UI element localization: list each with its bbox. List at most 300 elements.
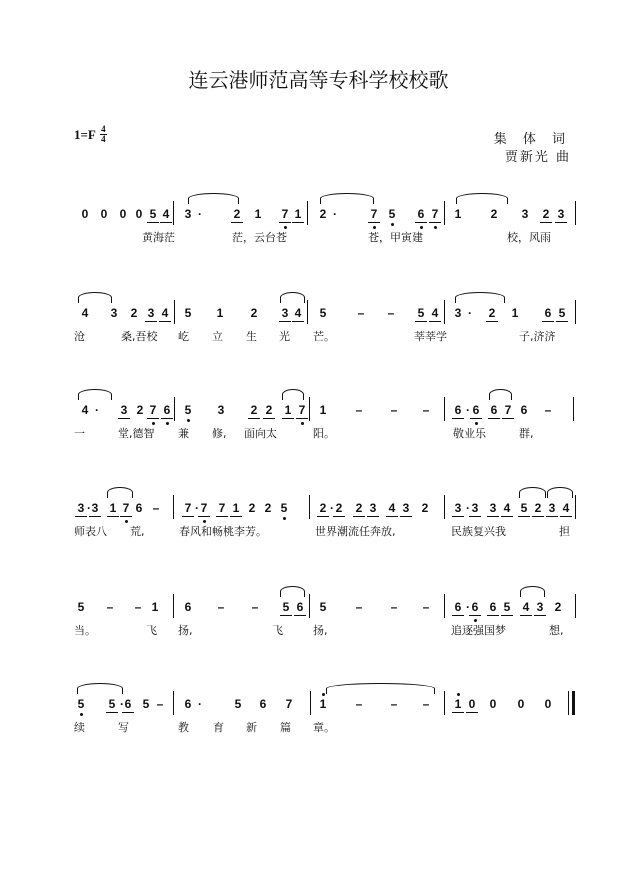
bar-line: [173, 495, 174, 519]
lyric-text: 写: [118, 721, 129, 734]
note: 2: [490, 207, 498, 221]
slur: [280, 586, 305, 597]
underline-beam: [145, 321, 157, 322]
underline-beam: [452, 516, 464, 517]
low-octave-dot: [166, 422, 169, 425]
high-octave-dot: [322, 693, 325, 696]
bar-line: [310, 691, 311, 715]
note: 0: [135, 207, 143, 221]
note: 3: [110, 306, 118, 320]
lyric-text: 黄海茫: [142, 231, 175, 244]
lyric-text: 芒。: [313, 330, 335, 343]
low-octave-dot: [391, 223, 394, 226]
bar-line: [444, 300, 445, 324]
lyric-text: 春风和畅桃李芳。: [179, 525, 267, 538]
note: 3: [278, 306, 292, 320]
note: 2: [554, 600, 562, 614]
note: 7: [428, 207, 442, 221]
note: 5: [277, 501, 291, 515]
underline-beam: [292, 222, 304, 223]
note: 4: [81, 306, 89, 320]
note: 7: [146, 403, 160, 417]
note: 1: [281, 403, 295, 417]
note: 3: [366, 501, 380, 515]
augmentation-dot: ·: [330, 501, 334, 515]
note: 2: [332, 501, 346, 515]
note: 5: [181, 403, 195, 417]
lyric-text: 莘莘学: [414, 330, 447, 343]
bar-line: [173, 594, 174, 618]
lyric-text: 扬,: [313, 624, 328, 637]
slur: [489, 389, 512, 400]
note: 6: [468, 600, 482, 614]
underline-beam: [501, 516, 513, 517]
note: 6: [259, 697, 267, 711]
note: 2: [136, 403, 144, 417]
note: 3: [545, 501, 559, 515]
lyric-text: 飞: [146, 624, 157, 637]
note: 0: [544, 697, 552, 711]
low-octave-dot: [434, 226, 437, 229]
lyric-text: 堂,德智: [118, 427, 155, 440]
augmentation-dot: ·: [95, 403, 99, 417]
slur: [547, 487, 573, 498]
slur: [107, 487, 133, 498]
note: 6: [541, 306, 555, 320]
final-bar-thin: [568, 691, 569, 715]
low-octave-dot: [474, 619, 477, 622]
note: 4: [428, 306, 442, 320]
note: 5: [517, 501, 531, 515]
underline-beam: [147, 418, 159, 419]
note: 1: [316, 697, 330, 711]
bar-line: [575, 495, 576, 519]
note: 3: [74, 501, 88, 515]
dash: –: [357, 306, 365, 320]
lyrics-line: [0, 330, 637, 348]
note: 5: [385, 207, 399, 221]
note: 4: [559, 501, 573, 515]
note: 2: [539, 207, 553, 221]
lyric-text: 担: [559, 525, 570, 538]
underline-beam: [532, 516, 544, 517]
note: 4: [159, 207, 173, 221]
note: 2: [247, 403, 261, 417]
note: 2: [531, 501, 545, 515]
bar-line: [309, 397, 310, 421]
lyric-text: 追逐强国梦: [451, 624, 506, 637]
underline-beam: [487, 516, 499, 517]
bar-line: [174, 397, 175, 421]
underline-beam: [106, 712, 118, 713]
underline-beam: [542, 321, 554, 322]
dash: –: [134, 600, 142, 614]
note: 6: [184, 697, 192, 711]
lyric-text: 面向太: [244, 427, 277, 440]
final-bar-thick: [572, 691, 575, 715]
lyric-text: 修,: [212, 427, 227, 440]
underline-beam: [230, 516, 242, 517]
note: 5: [234, 697, 242, 711]
note: 6: [520, 403, 528, 417]
dash: –: [355, 697, 363, 711]
note: 1: [229, 501, 243, 515]
underline-beam: [415, 321, 427, 322]
lyric-text: 育: [213, 721, 224, 734]
slur: [280, 292, 305, 303]
composer-credit: 贾新光 曲: [504, 150, 571, 165]
note: 5: [77, 600, 85, 614]
note: 2: [264, 501, 272, 515]
lyric-text: 桑,吾校: [121, 330, 158, 343]
lyric-text: 茫，云台苍: [232, 231, 287, 244]
note: 5: [74, 697, 88, 711]
underline-beam: [159, 321, 171, 322]
note: 6: [121, 697, 135, 711]
note: 4: [500, 501, 514, 515]
augmentation-dot: ·: [466, 501, 470, 515]
note: 5: [279, 600, 293, 614]
underline-beam: [487, 615, 499, 616]
underline-beam: [280, 615, 292, 616]
note: 5: [414, 306, 428, 320]
underline-beam: [120, 516, 132, 517]
underline-beam: [452, 615, 464, 616]
bar-line: [444, 594, 445, 618]
note: 3: [468, 501, 482, 515]
augmentation-dot: ·: [333, 207, 337, 221]
note: 6: [487, 403, 501, 417]
note: 3: [88, 501, 102, 515]
dash: –: [355, 600, 363, 614]
underline-beam: [429, 222, 441, 223]
bar-line: [444, 397, 445, 421]
low-octave-dot: [373, 226, 376, 229]
note: 5: [319, 600, 327, 614]
underline-beam: [452, 418, 464, 419]
note: 2: [248, 501, 256, 515]
note: 7: [278, 207, 292, 221]
note: 0: [119, 207, 127, 221]
augmentation-dot: ·: [87, 501, 91, 515]
note: 2: [485, 306, 499, 320]
underline-beam: [317, 516, 329, 517]
slur: [188, 193, 239, 204]
note: 3: [486, 501, 500, 515]
underline-beam: [534, 615, 546, 616]
slur: [455, 292, 505, 303]
underline-beam: [518, 516, 530, 517]
lyric-text: 一: [74, 427, 85, 440]
underline-beam: [501, 615, 513, 616]
note: 5: [500, 600, 514, 614]
note: 7: [295, 403, 309, 417]
note: 3: [451, 501, 465, 515]
slur: [519, 487, 546, 498]
bar-line: [575, 201, 576, 225]
time-signature-denominator: 4: [101, 134, 106, 144]
lyrics-line: [0, 427, 637, 445]
note: 6: [451, 403, 465, 417]
note: 7: [285, 697, 293, 711]
augmentation-dot: ·: [198, 697, 202, 711]
underline-beam: [122, 712, 134, 713]
score-system: [0, 600, 637, 650]
underline-beam: [400, 516, 412, 517]
lyric-text: 教: [178, 721, 189, 734]
underline-beam: [89, 516, 101, 517]
lyric-text: 想,: [549, 624, 564, 637]
dash: –: [106, 600, 114, 614]
note: 1: [319, 403, 327, 417]
underline-beam: [160, 222, 172, 223]
underline-beam: [353, 516, 365, 517]
note: 3: [399, 501, 413, 515]
underline-beam: [502, 418, 514, 419]
note: 1: [151, 600, 159, 614]
note: 0: [100, 207, 108, 221]
note: 7: [215, 501, 229, 515]
dash: –: [355, 403, 363, 417]
slur: [326, 683, 435, 694]
lyric-text: 阳。: [313, 427, 335, 440]
note: 1: [216, 306, 224, 320]
underline-beam: [429, 321, 441, 322]
lyric-text: 扬,: [178, 624, 193, 637]
dash: –: [217, 600, 225, 614]
note: 4: [81, 403, 89, 417]
note: 4: [158, 306, 172, 320]
score-system: [0, 207, 637, 257]
low-octave-dot: [152, 422, 155, 425]
note: 5: [146, 207, 160, 221]
note: 1: [511, 306, 519, 320]
underline-beam: [216, 516, 228, 517]
lyric-text: 篇: [280, 721, 291, 734]
lyric-text: 章。: [313, 721, 335, 734]
slur: [520, 586, 545, 597]
underline-beam: [282, 418, 294, 419]
lyric-text: 世界潮流任奔放,: [315, 525, 396, 538]
dash: –: [390, 600, 398, 614]
lyric-text: 沧: [74, 330, 85, 343]
underline-beam: [292, 321, 304, 322]
augmentation-dot: ·: [466, 403, 470, 417]
slur: [320, 193, 374, 204]
lyrics-line: [0, 624, 637, 642]
key-signature: [74, 125, 107, 144]
lyrics-line: [0, 721, 637, 739]
lyric-text: 民族复兴我: [451, 525, 506, 538]
dash: –: [422, 403, 430, 417]
score-system: [0, 403, 637, 453]
underline-beam: [161, 418, 173, 419]
note: 6: [293, 600, 307, 614]
lyric-text: 新: [246, 721, 257, 734]
note: 2: [352, 501, 366, 515]
underline-beam: [294, 615, 306, 616]
underline-beam: [488, 418, 500, 419]
dash: –: [387, 306, 395, 320]
note: 0: [517, 697, 525, 711]
lyric-text: 子,济济: [519, 330, 556, 343]
note: 4: [291, 306, 305, 320]
note: 6: [451, 600, 465, 614]
augmentation-dot: ·: [195, 501, 199, 515]
dash: –: [422, 600, 430, 614]
dash: –: [251, 600, 259, 614]
lyric-text: 续: [74, 721, 85, 734]
note: 6: [469, 403, 483, 417]
underline-beam: [520, 615, 532, 616]
note: 1: [254, 207, 262, 221]
underline-beam: [466, 712, 478, 713]
underline-beam: [182, 516, 194, 517]
underline-beam: [75, 516, 87, 517]
note: 2: [262, 403, 276, 417]
lyric-text: 兼: [178, 427, 189, 440]
low-octave-dot: [203, 520, 206, 523]
lyric-text: 群,: [519, 427, 534, 440]
bar-line: [307, 201, 308, 225]
note: 2: [319, 207, 327, 221]
note: 7: [197, 501, 211, 515]
slur: [282, 389, 304, 400]
note: 6: [160, 403, 174, 417]
augmentation-dot: ·: [120, 697, 124, 711]
dash: –: [156, 697, 164, 711]
note: 0: [81, 207, 89, 221]
low-octave-dot: [283, 517, 286, 520]
lyric-text: 飞: [272, 624, 283, 637]
low-octave-dot: [301, 422, 304, 425]
note: 3: [521, 207, 529, 221]
note: 6: [486, 600, 500, 614]
dash: –: [390, 403, 398, 417]
note: 5: [555, 306, 569, 320]
note: 3: [184, 207, 192, 221]
low-octave-dot: [475, 422, 478, 425]
note: 4: [385, 501, 399, 515]
underline-beam: [386, 516, 398, 517]
note: 2: [130, 306, 138, 320]
note: 1: [291, 207, 305, 221]
lyrics-line: [0, 231, 637, 249]
note: 0: [465, 697, 479, 711]
bar-line: [444, 495, 445, 519]
low-octave-dot: [284, 226, 287, 229]
slur: [78, 389, 112, 400]
note: 3: [454, 306, 462, 320]
time-signature: [100, 125, 107, 144]
underline-beam: [560, 516, 572, 517]
augmentation-dot: ·: [466, 600, 470, 614]
underline-beam: [546, 516, 558, 517]
score-system: [0, 306, 637, 356]
low-octave-dot: [80, 713, 83, 716]
note: 1: [451, 697, 465, 711]
note: 7: [501, 403, 515, 417]
slur: [456, 193, 508, 204]
lyric-text: 屹: [178, 330, 189, 343]
lyric-text: 光: [279, 330, 290, 343]
underline-beam: [279, 222, 291, 223]
bar-line: [173, 691, 174, 715]
note: 5: [184, 306, 192, 320]
note: 3: [533, 600, 547, 614]
note: 1: [454, 207, 462, 221]
lyric-text: 敬业乐: [453, 427, 486, 440]
lyric-text: 苍，甲寅建: [368, 231, 423, 244]
lyrics-line: [0, 525, 637, 543]
note: 2: [421, 501, 429, 515]
underline-beam: [118, 418, 130, 419]
slur: [77, 683, 123, 694]
song-title: 连云港师范高等专科学校校歌: [188, 68, 449, 92]
low-octave-dot: [187, 419, 190, 422]
augmentation-dot: ·: [468, 306, 472, 320]
lyric-text: 当。: [74, 624, 96, 637]
note: 5: [319, 306, 327, 320]
bar-line: [174, 300, 175, 324]
note: 0: [489, 697, 497, 711]
underline-beam: [367, 516, 379, 517]
note: 2: [250, 306, 258, 320]
bar-line: [309, 594, 310, 618]
high-octave-dot: [457, 693, 460, 696]
underline-beam: [263, 418, 275, 419]
key-label: 1=F: [74, 126, 96, 142]
lyricist-credit: 集 体 词: [493, 132, 571, 147]
underline-beam: [296, 418, 308, 419]
bar-line: [173, 201, 174, 225]
dash: –: [544, 403, 552, 417]
bar-line: [573, 397, 574, 421]
note: 7: [181, 501, 195, 515]
underline-beam: [469, 615, 481, 616]
lyric-text: 立: [212, 330, 223, 343]
underline-beam: [415, 222, 427, 223]
bar-line: [575, 300, 576, 324]
lyric-text: 荒,: [130, 525, 145, 538]
score-system: [0, 697, 637, 747]
bar-line: [444, 201, 445, 225]
note: 7: [367, 207, 381, 221]
note: 4: [519, 600, 533, 614]
lyric-text: 师表八: [74, 525, 107, 538]
note: 7: [119, 501, 133, 515]
note: 3: [217, 403, 225, 417]
dash: –: [422, 697, 430, 711]
underline-beam: [279, 321, 291, 322]
underline-beam: [555, 222, 567, 223]
slur: [78, 292, 112, 303]
dash: –: [152, 501, 160, 515]
note: 1: [106, 501, 120, 515]
underline-beam: [231, 222, 243, 223]
note: 5: [105, 697, 119, 711]
note: 6: [135, 501, 143, 515]
note: 3: [144, 306, 158, 320]
low-octave-dot: [420, 226, 423, 229]
note: 6: [184, 600, 192, 614]
note: 3: [117, 403, 131, 417]
low-octave-dot: [125, 520, 128, 523]
time-signature-numerator: 4: [101, 124, 106, 134]
underline-beam: [556, 321, 568, 322]
note: 5: [142, 697, 150, 711]
bar-line: [309, 495, 310, 519]
